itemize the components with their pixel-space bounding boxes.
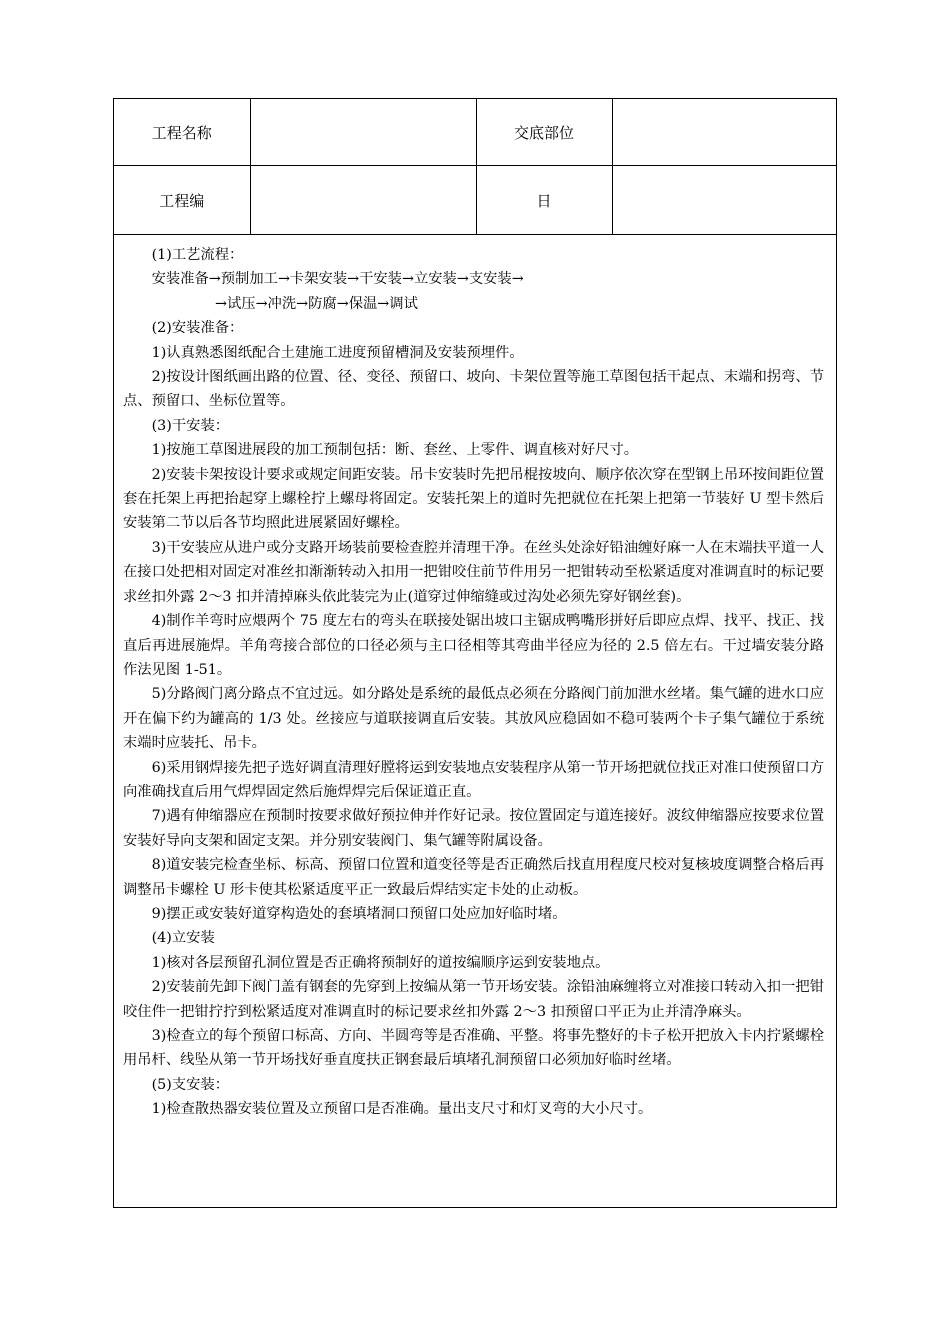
paragraph: 2)安装卡架按设计要求或规定间距安装。吊卡安装时先把吊棍按坡向、顺序依次穿在型钢上吊环按间距位置套在托架上再把抬起穿上螺栓拧上螺母将固定。安装托架上的道时先把就位在托架上把第一节装好 U 型卡然后安装第二节以后各节均照此进展紧固好螺栓。 — [123, 466, 824, 532]
section-heading: (5)支安装： — [151, 1076, 230, 1093]
disclosure-part-value — [612, 99, 836, 166]
paragraph: 1)检查散热器安装位置及立预留口是否准确。量出支尺寸和灯叉弯的大小尺寸。 — [151, 1101, 653, 1118]
paragraph: 1)按施工草图进展段的加工预制包括：断、套丝、上零件、调直核对好尺寸。 — [151, 442, 639, 459]
project-name-label: 工程名称 — [114, 99, 250, 166]
paragraph: 8)道安装完检查坐标、标高、预留口位置和道变径等是否正确然后找直用程度尺校对复核坡度调整合格后再调整吊卡螺栓 U 形卡使其松紧适度平正一致最后焊结实定卡处的止动板。 — [123, 857, 824, 898]
section-heading: (2)安装准备： — [151, 320, 244, 337]
disclosure-part-label: 交底部位 — [476, 99, 612, 166]
section-heading: (4)立安装 — [151, 930, 215, 947]
section-heading: (3)干安装： — [151, 417, 230, 434]
paragraph: 6)采用钢焊接先把子选好调直清理好膛将运到安装地点安装程序从第一节开场把就位找正对准口使预留口方向准确找直后用气焊焊固定然后施焊焊完后保证道正直。 — [123, 759, 824, 800]
content-body — [114, 235, 836, 1122]
paragraph: 2)安装前先卸下阀门盖有钢套的先穿到上按编从第一节开场安装。涂铅油麻缠将立对准接口转动入扣一把钳咬住件一把钳拧拧到松紧适度对准调直时的标记要求丝扣外露 2～3 扣预留口平正为止并清净麻头。 — [123, 979, 824, 1020]
paragraph: 1)核对各层预留孔洞位置是否正确将预制好的道按编顺序运到安装地点。 — [151, 954, 610, 971]
date-value — [612, 166, 836, 235]
disclosure-sheet — [113, 98, 837, 1208]
paragraph: 3)检查立的每个预留口标高、方向、半圆弯等是否准确、平整。将事先整好的卡子松开把放入卡内拧紧螺栓用吊杆、线坠从第一节开场找好垂直度扶正钢套最后填堵孔洞预留口必须加好临时丝堵。 — [123, 1028, 824, 1069]
paragraph: 1)认真熟悉图纸配合土建施工进度预留槽洞及安装预埋件。 — [151, 344, 524, 361]
paragraph: 4)制作羊弯时应煨两个 75 度左右的弯头在联接处锯出坡口主锯成鸭嘴形拼好后即应点焊、找平、找正、找直后再进展施焊。羊角弯接合部位的口径必须与主口径相等其弯曲半径应为径的 2.5 倍左右。干过墙安装分路作法见图 1-51。 — [123, 613, 824, 678]
paragraph: 9)摆正或安装好道穿构造处的套填堵洞口预留口处应加好临时堵。 — [151, 905, 567, 922]
paragraph: 3)干安装应从进户或分支路开场装前要检查腔并清理干净。在丝头处涂好铅油缠好麻一人在末端扶平道一人在接口处把相对固定对准丝扣渐渐转动入扣用一把钳咬住前节件用另一把钳转动至松紧适度对准调直时的标记要求丝扣外露 2～3 扣并清掉麻头依此装完为止(道穿过伸缩缝或过沟处必须先穿好钢丝套)。 — [123, 539, 824, 605]
project-name-value — [250, 99, 476, 166]
paragraph: 7)遇有伸缩器应在预制时按要求做好预拉伸并作好记录。按位置固定与道连接好。波纹伸缩器应按要求位置安装好导向支架和固定支架。并分别安装阀门、集气罐等附属设备。 — [123, 808, 824, 849]
date-label: 日 — [476, 166, 612, 235]
flow-line: →试压→冲洗→防腐→保温→调试 — [215, 295, 418, 312]
paragraph: 2)按设计图纸画出路的位置、径、变径、预留口、坡向、卡架位置等施工草图包括干起点、末端和拐弯、节点、预留口、坐标位置等。 — [123, 369, 824, 410]
header-table — [114, 99, 836, 235]
project-no-value — [250, 166, 476, 235]
section-heading: (1)工艺流程： — [151, 247, 244, 263]
project-no-label: 工程编 — [114, 166, 250, 235]
flow-line: 安装准备→预制加工→卡架安装→干安装→立安装→支安装→ — [151, 271, 524, 288]
paragraph: 5)分路阀门离分路点不宜过远。如分路处是系统的最低点必须在分路阀门前加泄水丝堵。集气罐的进水口应开在偏下约为罐高的 1/3 处。丝接应与道联接调直后安装。其放风应稳固如不稳可装两个卡子集气罐位于系统末端时应装托、吊卡。 — [123, 686, 824, 752]
